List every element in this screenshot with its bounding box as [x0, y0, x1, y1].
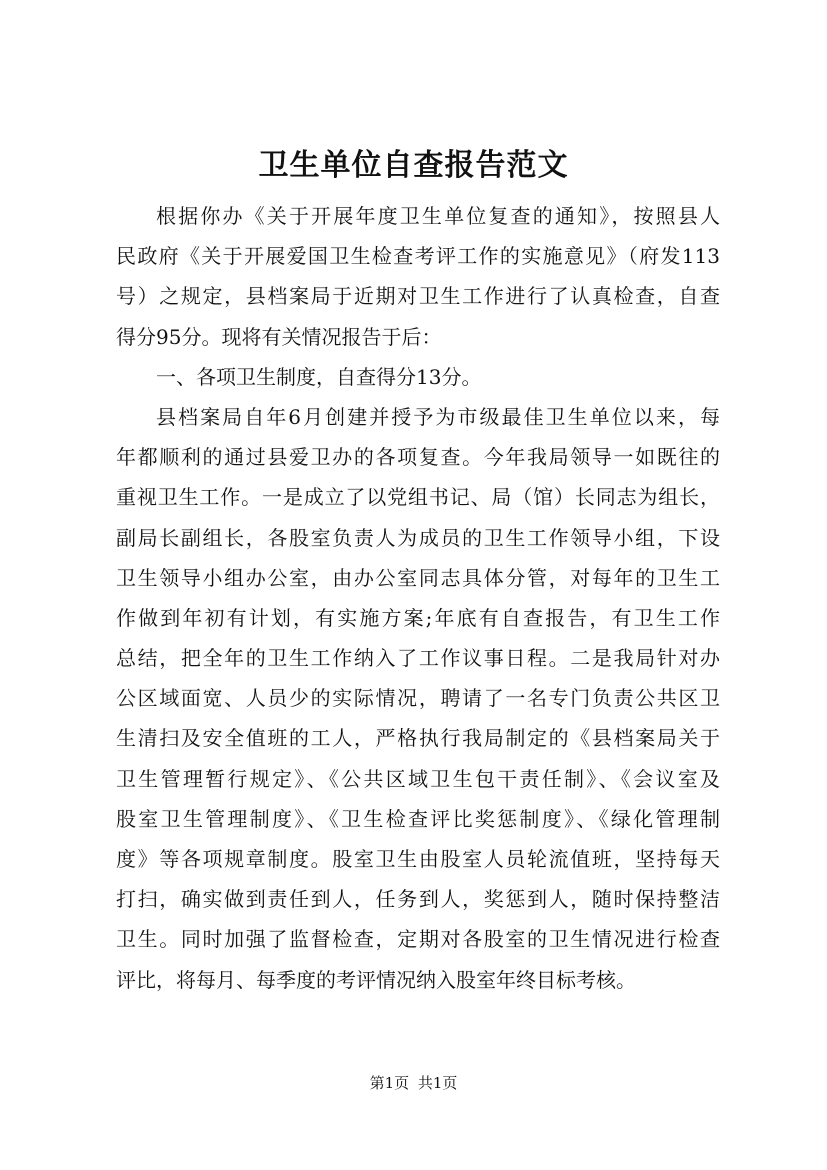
paragraph-line: 总结，把全年的卫生工作纳入了工作议事日程。二是我局针对办 — [116, 646, 720, 671]
paragraph-line: 年都顺利的通过县爱卫办的各项复查。今年我局领导一如既往的 — [116, 445, 720, 470]
paragraph-line: 股室卫生管理制度》、《卫生检查评比奖惩制度》、《绿化管理制 — [116, 806, 720, 831]
paragraph-line: 度》等各项规章制度。股室卫生由股室人员轮流值班，坚持每天 — [116, 847, 720, 871]
section-heading: 一、各项卫生制度，自查得分13分。 — [156, 364, 482, 389]
page-footer — [0, 1072, 827, 1094]
paragraph-line: 重视卫生工作。一是成立了以党组书记、局（馆）长同志为组长， — [116, 485, 720, 510]
paragraph-line: 评比，将每月、每季度的考评情况纳入股室年终目标考核。 — [116, 967, 636, 992]
document-title: 卫生单位自查报告范文 — [258, 148, 569, 183]
page-total: 共1页 — [417, 1074, 458, 1092]
paragraph-line: 作做到年初有计划，有实施方案;年底有自查报告，有卫生工作 — [116, 605, 720, 630]
paragraph-line: 县档案局自年6月创建并授予为市级最佳卫生单位以来，每 — [156, 404, 720, 429]
paragraph-line: 号）之规定，县档案局于近期对卫生工作进行了认真检查，自查 — [116, 284, 720, 309]
paragraph-line: 卫生。同时加强了监督检查，定期对各股室的卫生情况进行检查 — [116, 927, 720, 952]
paragraph-line: 生清扫及安全值班的工人，严格执行我局制定的《县档案局关于 — [116, 726, 720, 751]
paragraph-line: 公区域面宽、人员少的实际情况，聘请了一名专门负责公共区卫 — [116, 686, 720, 711]
paragraph-line: 卫生领导小组办公室，由办公室同志具体分管，对每年的卫生工 — [116, 565, 720, 590]
paragraph-line: 卫生管理暂行规定》、《公共区域卫生包干责任制》、《会议室及 — [116, 766, 720, 791]
page-number: 第1页 — [369, 1074, 410, 1092]
paragraph-line: 民政府《关于开展爱国卫生检查考评工作的实施意见》（府发113 — [116, 244, 720, 269]
paragraph-line: 根据你办《关于开展年度卫生单位复查的通知》，按照县人 — [156, 204, 720, 228]
paragraph-line: 副局长副组长，各股室负责人为成员的卫生工作领导小组，下设 — [116, 525, 720, 550]
document-body — [116, 196, 720, 1000]
paragraph-line: 打扫，确实做到责任到人，任务到人，奖惩到人，随时保持整洁 — [116, 887, 720, 912]
paragraph-line: 得分95分。现将有关情况报告于后： — [116, 324, 442, 349]
